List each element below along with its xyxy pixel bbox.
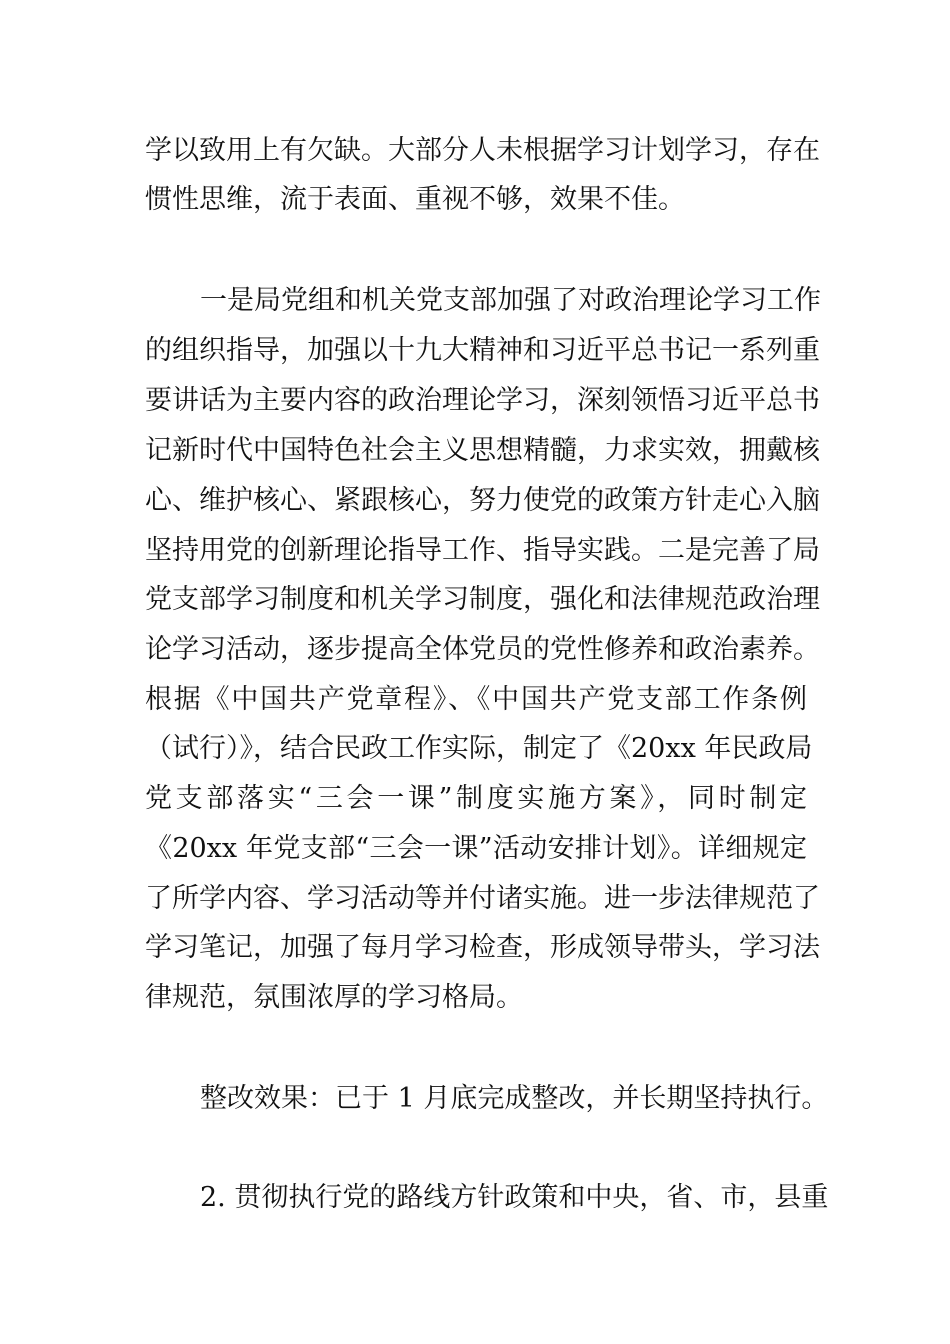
paragraph-3-line-1: 整改效果：已于 1 月底完成整改，并长期坚持执行。 bbox=[200, 1083, 829, 1114]
paragraph-2-line-1: 一是局党组和机关党支部加强了对政治理论学习工作 bbox=[200, 285, 821, 316]
paragraph-2-line-15: 律规范，氛围浓厚的学习格局。 bbox=[145, 982, 523, 1013]
paragraph-2-line-7: 党支部学习制度和机关学习制度，强化和法律规范政治理 bbox=[145, 584, 820, 615]
paragraph-2-line-12: 《20xx 年党支部“三会一课”活动安排计划》。详细规定 bbox=[145, 833, 807, 864]
paragraph-2-line-9: 根据《中国共产党章程》、《中国共产党支部工作条例 bbox=[145, 684, 807, 715]
paragraph-2-line-13: 了所学内容、学习活动等并付诸实施。进一步法律规范了 bbox=[145, 883, 820, 914]
paragraph-2-line-4: 记新时代中国特色社会主义思想精髓，力求实效，拥戴核 bbox=[145, 435, 820, 466]
paragraph-2-line-2: 的组织指导，加强以十九大精神和习近平总书记一系列重 bbox=[145, 335, 820, 366]
paragraph-2-line-8: 论学习活动，逐步提高全体党员的党性修养和政治素养。 bbox=[145, 634, 820, 665]
paragraph-2-line-14: 学习笔记，加强了每月学习检查，形成领导带头，学习法 bbox=[145, 932, 820, 963]
paragraph-1-line-1: 学以致用上有欠缺。大部分人未根据学习计划学习，存在 bbox=[145, 135, 820, 166]
paragraph-2-line-5: 心、维护核心、紧跟核心，努力使党的政策方针走心入脑 bbox=[145, 485, 820, 516]
paragraph-2-line-10: （试行）》，结合民政工作实际，制定了《20xx 年民政局 bbox=[145, 733, 813, 764]
paragraph-2-line-11: 党支部落实“三会一课”制度实施方案》，同时制定 bbox=[145, 783, 807, 814]
paragraph-2-line-6: 坚持用党的创新理论指导工作、指导实践。二是完善了局 bbox=[145, 535, 820, 566]
paragraph-4-line-1: 2. 贯彻执行党的路线方针政策和中央，省、市，县重 bbox=[200, 1182, 829, 1213]
paragraph-1-line-2: 惯性思维，流于表面、重视不够，效果不佳。 bbox=[145, 184, 685, 215]
paragraph-2-line-3: 要讲话为主要内容的政治理论学习，深刻领悟习近平总书 bbox=[145, 385, 820, 416]
